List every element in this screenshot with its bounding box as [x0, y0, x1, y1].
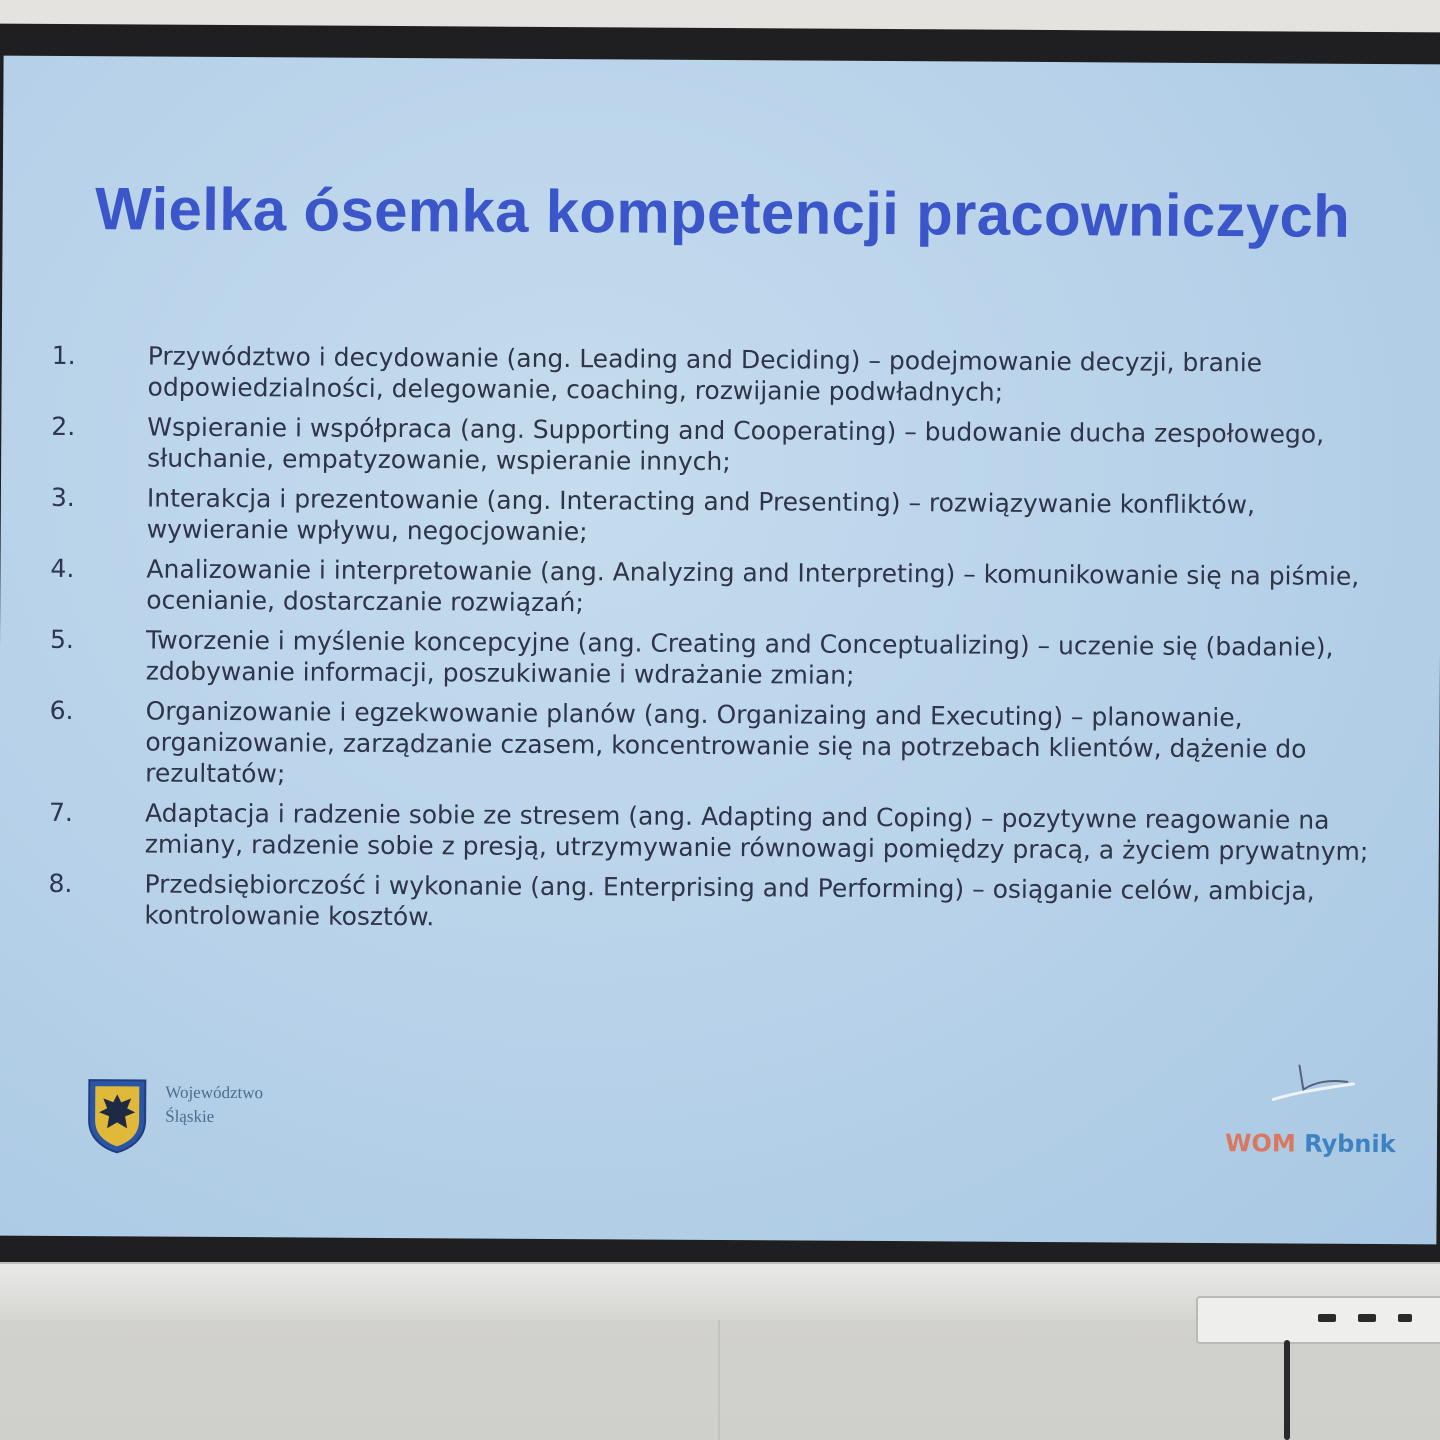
- item-text: Wspieranie i współpraca (ang. Supporting and Cooperating) – budowanie ducha zespołowego, słuchanie, empatyzowanie, wspieranie innych;: [147, 412, 1325, 477]
- indicator-light: [1358, 1314, 1376, 1322]
- item-text: Analizowanie i interpretowanie (ang. Analyzing and Interpreting) – komunikowanie się na piśmie, ocenianie, dostarczanie rozwiązań;: [146, 554, 1360, 618]
- list-item: [50, 553, 1390, 623]
- list-item: [48, 868, 1388, 938]
- item-text: Adaptacja i radzenie sobie ze stresem (ang. Adapting and Coping) – pozytywne reagowanie na zmiany, radzenie sobie z presją, utrzymywanie równowagi pomiędzy pracą, a życiem prywatnym;: [144, 798, 1369, 866]
- wall-seam: [718, 1320, 720, 1440]
- logo-line-2: Śląskie: [165, 1106, 215, 1126]
- wom-rybnik-logo: [1225, 1129, 1396, 1158]
- competency-list: [48, 340, 1392, 947]
- item-number: 6.: [49, 695, 74, 726]
- item-text: Przedsiębiorczość i wykonanie (ang. Enterprising and Performing) – osiąganie celów, ambicja, kontrolowanie kosztów.: [144, 869, 1315, 932]
- display-control-panel: [1196, 1296, 1440, 1344]
- item-text: Tworzenie i myślenie koncepcyjne (ang. Creating and Conceptualizing) – uczenie się (badanie), zdobywanie informacji, poszukiwanie i wdrażanie zmian;: [145, 625, 1334, 690]
- item-number: 5.: [49, 624, 74, 655]
- silesia-eagle-shield-icon: [85, 1076, 149, 1154]
- wom-label: WOM: [1224, 1129, 1296, 1158]
- item-number: 7.: [48, 797, 73, 828]
- list-item: [52, 340, 1392, 410]
- list-item: [51, 482, 1391, 552]
- item-number: 3.: [50, 482, 75, 513]
- item-text: Organizowanie i egzekwowanie planów (ang. Organizaing and Executing) – planowanie, organizowanie, zarządzanie czasem, koncentrowanie się na potrzebach klientów, dążenie do rezultatów;: [145, 696, 1307, 789]
- item-number: 1.: [51, 340, 76, 371]
- indicator-light: [1318, 1314, 1336, 1322]
- indicator-light: [1398, 1314, 1412, 1322]
- wom-bird-icon: [1263, 1059, 1363, 1110]
- item-number: 8.: [48, 868, 73, 899]
- silesia-logo-text: [165, 1081, 305, 1130]
- presentation-screen: [0, 56, 1440, 1245]
- list-item: [51, 411, 1391, 481]
- power-cable: [1284, 1340, 1290, 1440]
- item-number: 2.: [51, 411, 76, 442]
- item-text: Przywództwo i decydowanie (ang. Leading and Deciding) – podejmowanie decyzji, branie odpowiedzialności, delegowanie, coaching, rozwijanie podwładnych;: [147, 341, 1263, 407]
- list-item: [49, 797, 1389, 867]
- list-item: [50, 624, 1390, 694]
- list-item: [49, 695, 1390, 796]
- item-number: 4.: [50, 553, 75, 584]
- item-text: Interakcja i prezentowanie (ang. Interacting and Presenting) – rozwiązywanie konfliktów, wywieranie wpływu, negocjowanie;: [146, 483, 1256, 547]
- logo-line-1: Województwo: [165, 1082, 264, 1103]
- rybnik-label: Rybnik: [1304, 1129, 1396, 1159]
- slide-title: Wielka ósemka kompetencji pracowniczych: [94, 175, 1351, 250]
